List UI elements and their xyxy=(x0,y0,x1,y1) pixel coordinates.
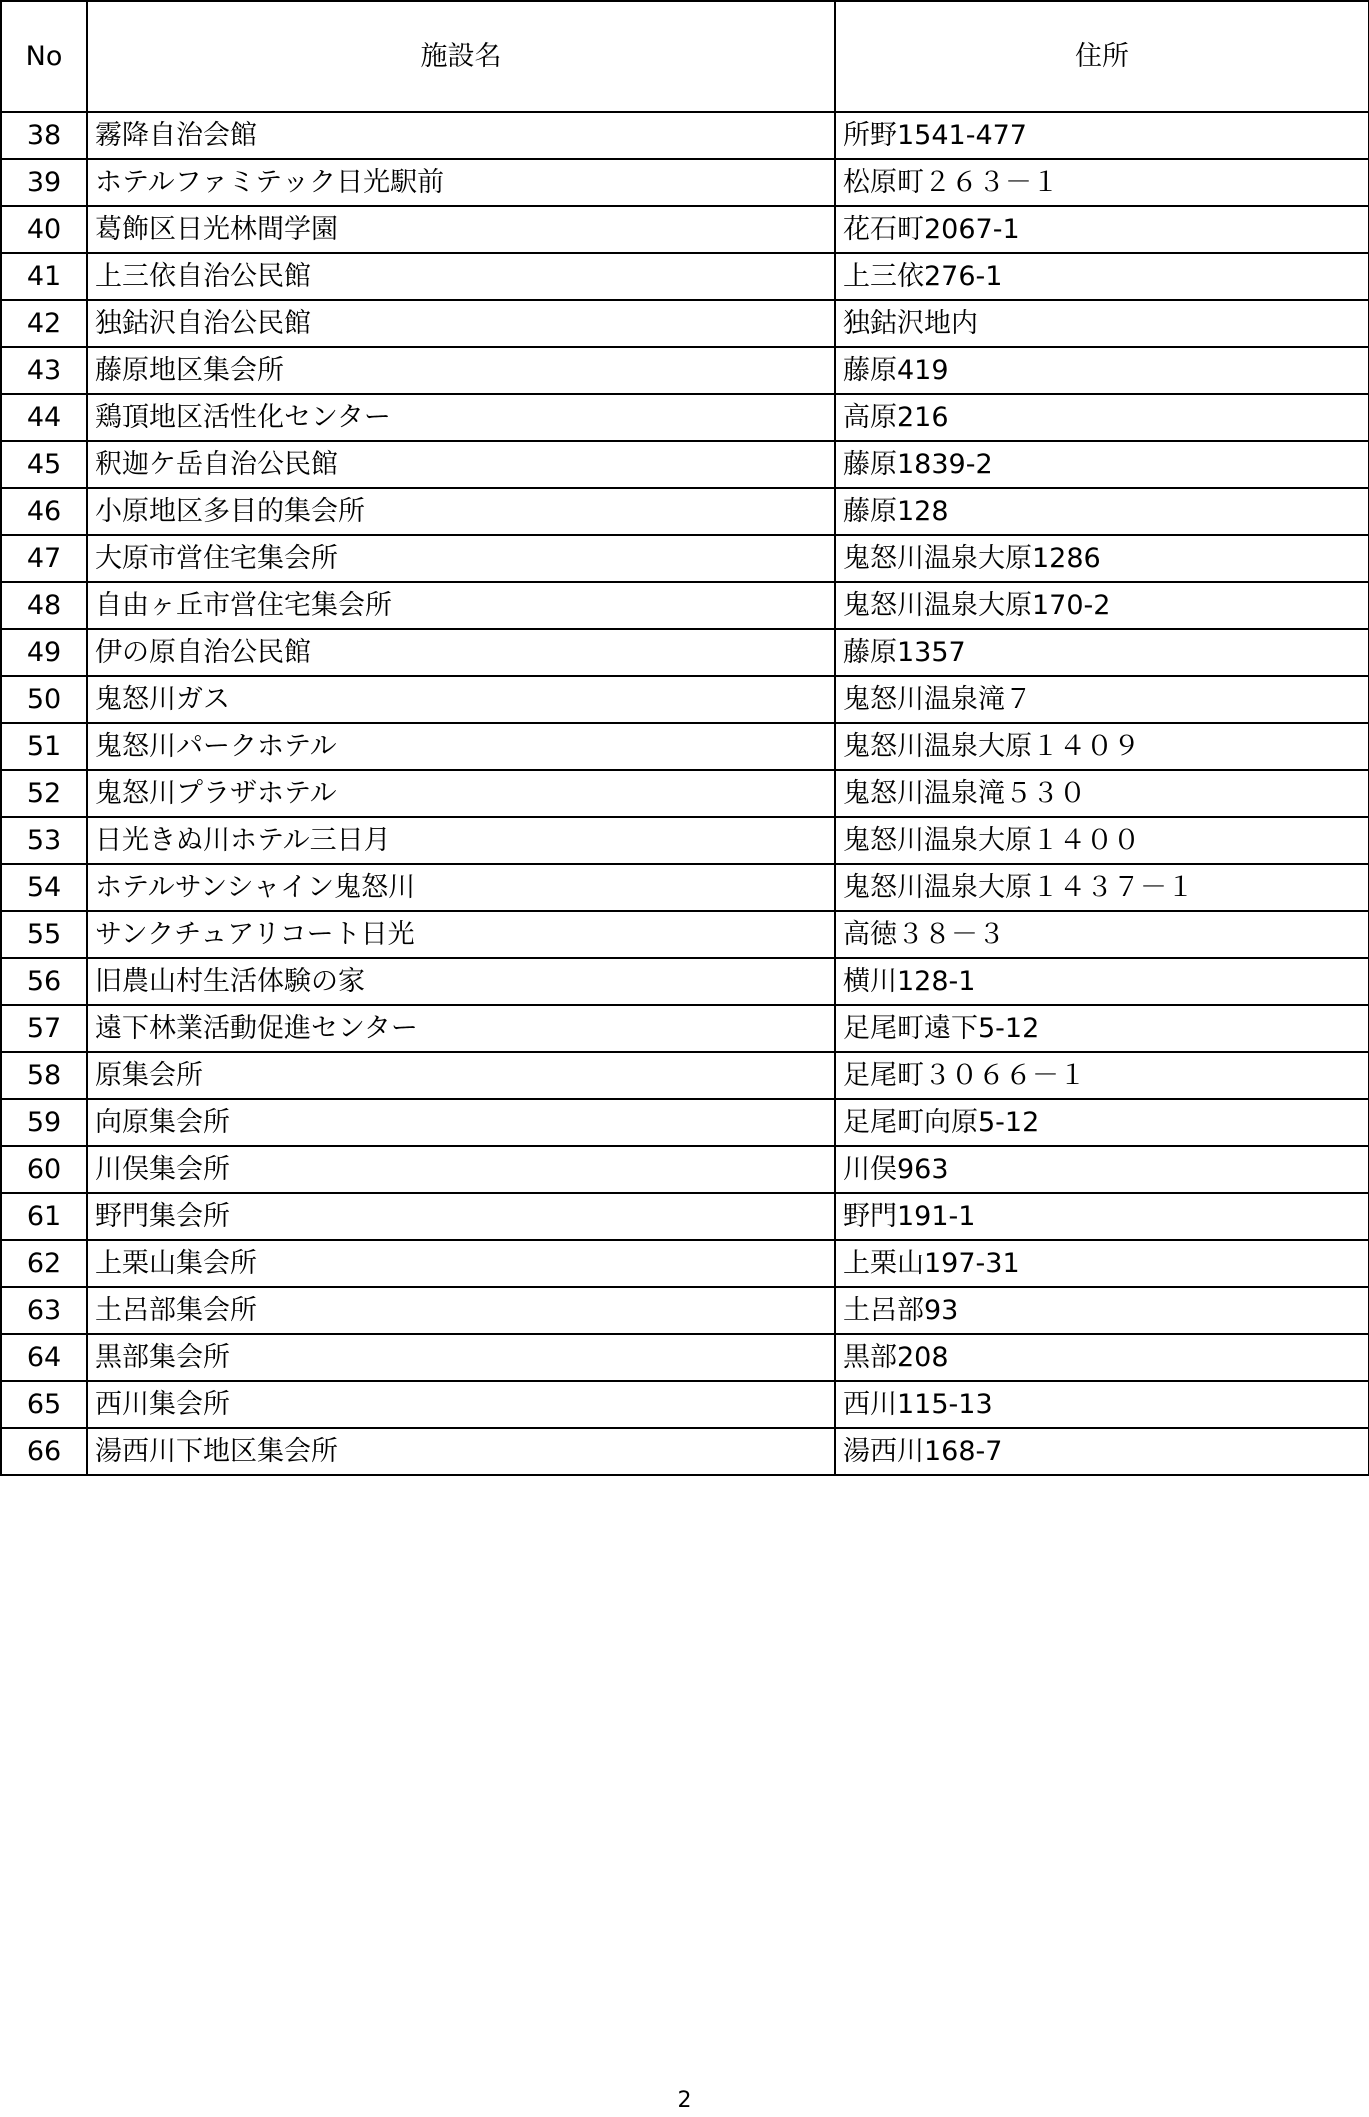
facility-name: ホテルファミテック日光駅前 xyxy=(87,159,835,206)
header-facility-name: 施設名 xyxy=(87,1,835,112)
facility-name: 大原市営住宅集会所 xyxy=(87,535,835,582)
facility-address: 上栗山197-31 xyxy=(835,1240,1369,1287)
row-number: 61 xyxy=(1,1193,87,1240)
facility-address: 鬼怒川温泉滝５３０ xyxy=(835,770,1369,817)
facility-address: 足尾町遠下5-12 xyxy=(835,1005,1369,1052)
header-no: No xyxy=(1,1,87,112)
facility-address: 高徳３８－３ xyxy=(835,911,1369,958)
facility-address: 藤原419 xyxy=(835,347,1369,394)
row-number: 66 xyxy=(1,1428,87,1475)
table-row xyxy=(1,629,1369,676)
facility-name: 鬼怒川パークホテル xyxy=(87,723,835,770)
facility-address: 土呂部93 xyxy=(835,1287,1369,1334)
facility-address: 川俣963 xyxy=(835,1146,1369,1193)
row-number: 40 xyxy=(1,206,87,253)
row-number: 45 xyxy=(1,441,87,488)
table-row xyxy=(1,1381,1369,1428)
facility-name: 西川集会所 xyxy=(87,1381,835,1428)
row-number: 39 xyxy=(1,159,87,206)
facility-name: サンクチュアリコート日光 xyxy=(87,911,835,958)
facility-name: 葛飾区日光林間学園 xyxy=(87,206,835,253)
row-number: 44 xyxy=(1,394,87,441)
table-row xyxy=(1,206,1369,253)
facility-address: 湯西川168-7 xyxy=(835,1428,1369,1475)
facility-name: 霧降自治会館 xyxy=(87,112,835,159)
row-number: 38 xyxy=(1,112,87,159)
row-number: 54 xyxy=(1,864,87,911)
table-row xyxy=(1,1146,1369,1193)
table-row xyxy=(1,1052,1369,1099)
facility-address: 鬼怒川温泉大原１４３７－１ xyxy=(835,864,1369,911)
table-row xyxy=(1,1334,1369,1381)
header-row xyxy=(1,1,1369,112)
facility-name: 黒部集会所 xyxy=(87,1334,835,1381)
facility-name: 遠下林業活動促進センター xyxy=(87,1005,835,1052)
facility-address: 上三依276-1 xyxy=(835,253,1369,300)
table-row xyxy=(1,723,1369,770)
table-row xyxy=(1,347,1369,394)
facility-name: 独鈷沢自治公民館 xyxy=(87,300,835,347)
facility-address: 西川115-13 xyxy=(835,1381,1369,1428)
facility-address: 野門191-1 xyxy=(835,1193,1369,1240)
row-number: 56 xyxy=(1,958,87,1005)
facility-address: 鬼怒川温泉大原１４００ xyxy=(835,817,1369,864)
table-row xyxy=(1,958,1369,1005)
row-number: 52 xyxy=(1,770,87,817)
facility-address: 黒部208 xyxy=(835,1334,1369,1381)
table-row xyxy=(1,1193,1369,1240)
facility-name: 鶏頂地区活性化センター xyxy=(87,394,835,441)
facility-name: 伊の原自治公民館 xyxy=(87,629,835,676)
facility-address: 花石町2067-1 xyxy=(835,206,1369,253)
facility-name: 原集会所 xyxy=(87,1052,835,1099)
row-number: 53 xyxy=(1,817,87,864)
facility-name: 旧農山村生活体験の家 xyxy=(87,958,835,1005)
row-number: 65 xyxy=(1,1381,87,1428)
row-number: 55 xyxy=(1,911,87,958)
table-body xyxy=(1,112,1369,1475)
facility-address: 所野1541-477 xyxy=(835,112,1369,159)
facility-name: 上栗山集会所 xyxy=(87,1240,835,1287)
facility-address: 藤原1839-2 xyxy=(835,441,1369,488)
table-row xyxy=(1,1287,1369,1334)
table-row xyxy=(1,770,1369,817)
facility-address: 鬼怒川温泉滝７ xyxy=(835,676,1369,723)
facility-address: 藤原1357 xyxy=(835,629,1369,676)
row-number: 43 xyxy=(1,347,87,394)
row-number: 57 xyxy=(1,1005,87,1052)
facility-address: 足尾町向原5-12 xyxy=(835,1099,1369,1146)
facility-name: 小原地区多目的集会所 xyxy=(87,488,835,535)
facility-address: 横川128-1 xyxy=(835,958,1369,1005)
facility-name: 上三依自治公民館 xyxy=(87,253,835,300)
table-row xyxy=(1,676,1369,723)
row-number: 62 xyxy=(1,1240,87,1287)
table-row xyxy=(1,864,1369,911)
row-number: 50 xyxy=(1,676,87,723)
facility-name: 鬼怒川ガス xyxy=(87,676,835,723)
row-number: 58 xyxy=(1,1052,87,1099)
table-row xyxy=(1,1099,1369,1146)
facility-name: 釈迦ケ岳自治公民館 xyxy=(87,441,835,488)
facility-address: 松原町２６３－１ xyxy=(835,159,1369,206)
facility-name: ホテルサンシャイン鬼怒川 xyxy=(87,864,835,911)
row-number: 64 xyxy=(1,1334,87,1381)
facility-address: 高原216 xyxy=(835,394,1369,441)
table-row xyxy=(1,911,1369,958)
row-number: 47 xyxy=(1,535,87,582)
table-row xyxy=(1,1428,1369,1475)
facility-name: 自由ヶ丘市営住宅集会所 xyxy=(87,582,835,629)
page-number: 2 xyxy=(677,2088,692,2113)
row-number: 42 xyxy=(1,300,87,347)
table-row xyxy=(1,488,1369,535)
table-row xyxy=(1,159,1369,206)
facility-name: 野門集会所 xyxy=(87,1193,835,1240)
table-row xyxy=(1,1240,1369,1287)
facility-address: 鬼怒川温泉大原170-2 xyxy=(835,582,1369,629)
table-row xyxy=(1,535,1369,582)
facility-name: 藤原地区集会所 xyxy=(87,347,835,394)
facility-address: 鬼怒川温泉大原１４０９ xyxy=(835,723,1369,770)
row-number: 48 xyxy=(1,582,87,629)
table-row xyxy=(1,1005,1369,1052)
table-row xyxy=(1,300,1369,347)
facility-name: 湯西川下地区集会所 xyxy=(87,1428,835,1475)
table-row xyxy=(1,582,1369,629)
table-row xyxy=(1,253,1369,300)
row-number: 63 xyxy=(1,1287,87,1334)
row-number: 46 xyxy=(1,488,87,535)
row-number: 51 xyxy=(1,723,87,770)
table-row xyxy=(1,112,1369,159)
facility-name: 向原集会所 xyxy=(87,1099,835,1146)
table-row xyxy=(1,441,1369,488)
facility-address: 独鈷沢地内 xyxy=(835,300,1369,347)
facility-name: 川俣集会所 xyxy=(87,1146,835,1193)
table-header xyxy=(1,1,1369,112)
header-address: 住所 xyxy=(835,1,1369,112)
table-row xyxy=(1,394,1369,441)
row-number: 41 xyxy=(1,253,87,300)
row-number: 59 xyxy=(1,1099,87,1146)
facility-address: 藤原128 xyxy=(835,488,1369,535)
facility-name: 鬼怒川プラザホテル xyxy=(87,770,835,817)
facility-address: 鬼怒川温泉大原1286 xyxy=(835,535,1369,582)
facility-address: 足尾町３０６６－１ xyxy=(835,1052,1369,1099)
facility-name: 日光きぬ川ホテル三日月 xyxy=(87,817,835,864)
row-number: 49 xyxy=(1,629,87,676)
table-row xyxy=(1,817,1369,864)
row-number: 60 xyxy=(1,1146,87,1193)
facility-name: 土呂部集会所 xyxy=(87,1287,835,1334)
